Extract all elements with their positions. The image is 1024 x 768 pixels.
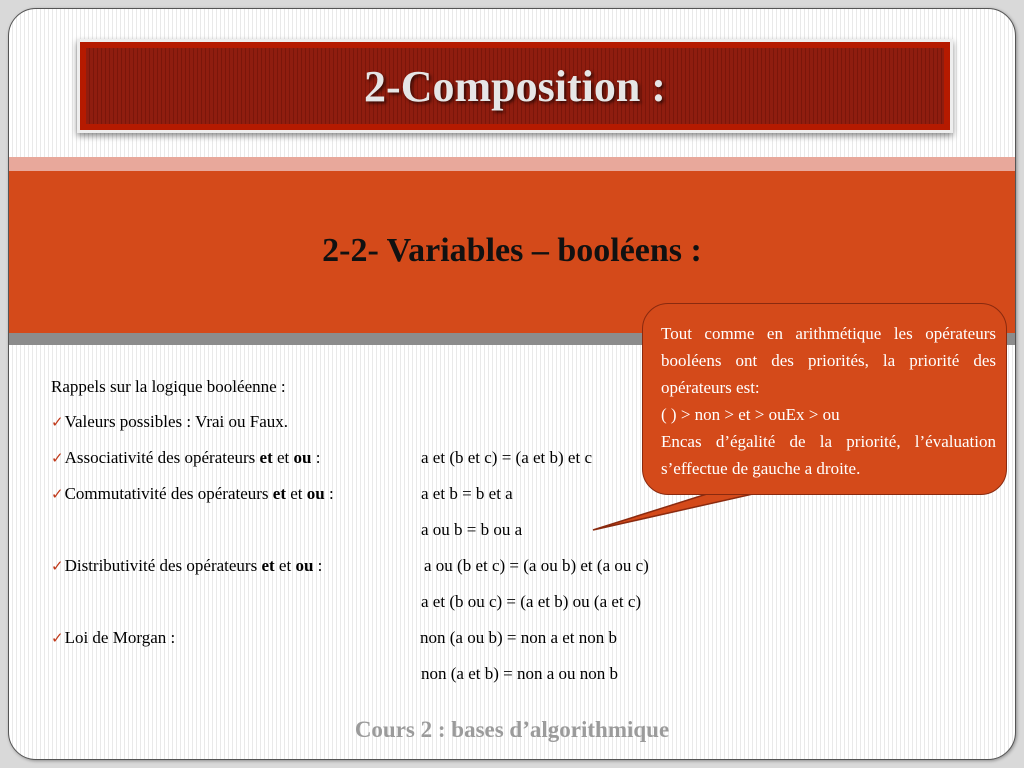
assoc-et: et (259, 448, 273, 467)
callout-text-2: Encas d’égalité de la priorité, l’évaluation s’effectue de gauche a droite. (661, 432, 996, 478)
distrib-ou: ou (295, 556, 314, 575)
distrib-et: et (261, 556, 275, 575)
check-icon: ✓ (51, 415, 64, 431)
check-icon: ✓ (51, 631, 64, 647)
slide (8, 8, 1016, 760)
morgan-label: Loi de Morgan : (64, 628, 176, 647)
commut-expression-2: a ou b = b ou a (421, 520, 523, 539)
commut-label: Commutativité des opérateurs (64, 484, 273, 503)
check-icon: ✓ (51, 487, 64, 503)
distrib-mid: et (274, 556, 296, 575)
callout-box (642, 303, 1007, 495)
callout-text-1: Tout comme en arithmétique les opérateurs booléens ont des priorités, la priorité des opérateurs est: (661, 324, 996, 397)
intro-text: Rappels sur la logique booléenne : (51, 377, 286, 396)
assoc-ou: ou (293, 448, 312, 467)
commut-ou: ou (306, 484, 325, 503)
callout-priority: ( ) > non > et > ouEx > ou (661, 405, 840, 424)
assoc-colon: : (311, 448, 321, 467)
check-icon: ✓ (51, 451, 64, 467)
values-text: Valeurs possibles : Vrai ou Faux. (64, 412, 289, 431)
assoc-mid: et (272, 448, 294, 467)
assoc-expression: a et (b et c) = (a et b) et c (421, 448, 592, 467)
distrib-expression-2: a et (b ou c) = (a et b) ou (a et c) (421, 592, 642, 611)
morgan-expression-2: non (a et b) = non a ou non b (421, 664, 619, 683)
check-icon: ✓ (51, 559, 64, 575)
slide-subtitle: 2-2- Variables – booléens : (322, 232, 702, 269)
slide-footer: Cours 2 : bases d’algorithmique (354, 717, 670, 742)
commut-mid: et (286, 484, 307, 503)
commut-et: et (272, 484, 286, 503)
commut-colon: : (324, 484, 334, 503)
distrib-label: Distributivité des opérateurs (64, 556, 262, 575)
morgan-expression-1: non (a ou b) = non a et non b (420, 628, 618, 647)
distrib-colon: : (313, 556, 323, 575)
slide-title: 2-Composition : (364, 61, 666, 111)
assoc-label: Associativité des opérateurs (64, 448, 260, 467)
distrib-expression-1: a ou (b et c) = (a ou b) et (a ou c) (424, 556, 649, 575)
commut-expression-1: a et b = b et a (421, 484, 513, 503)
